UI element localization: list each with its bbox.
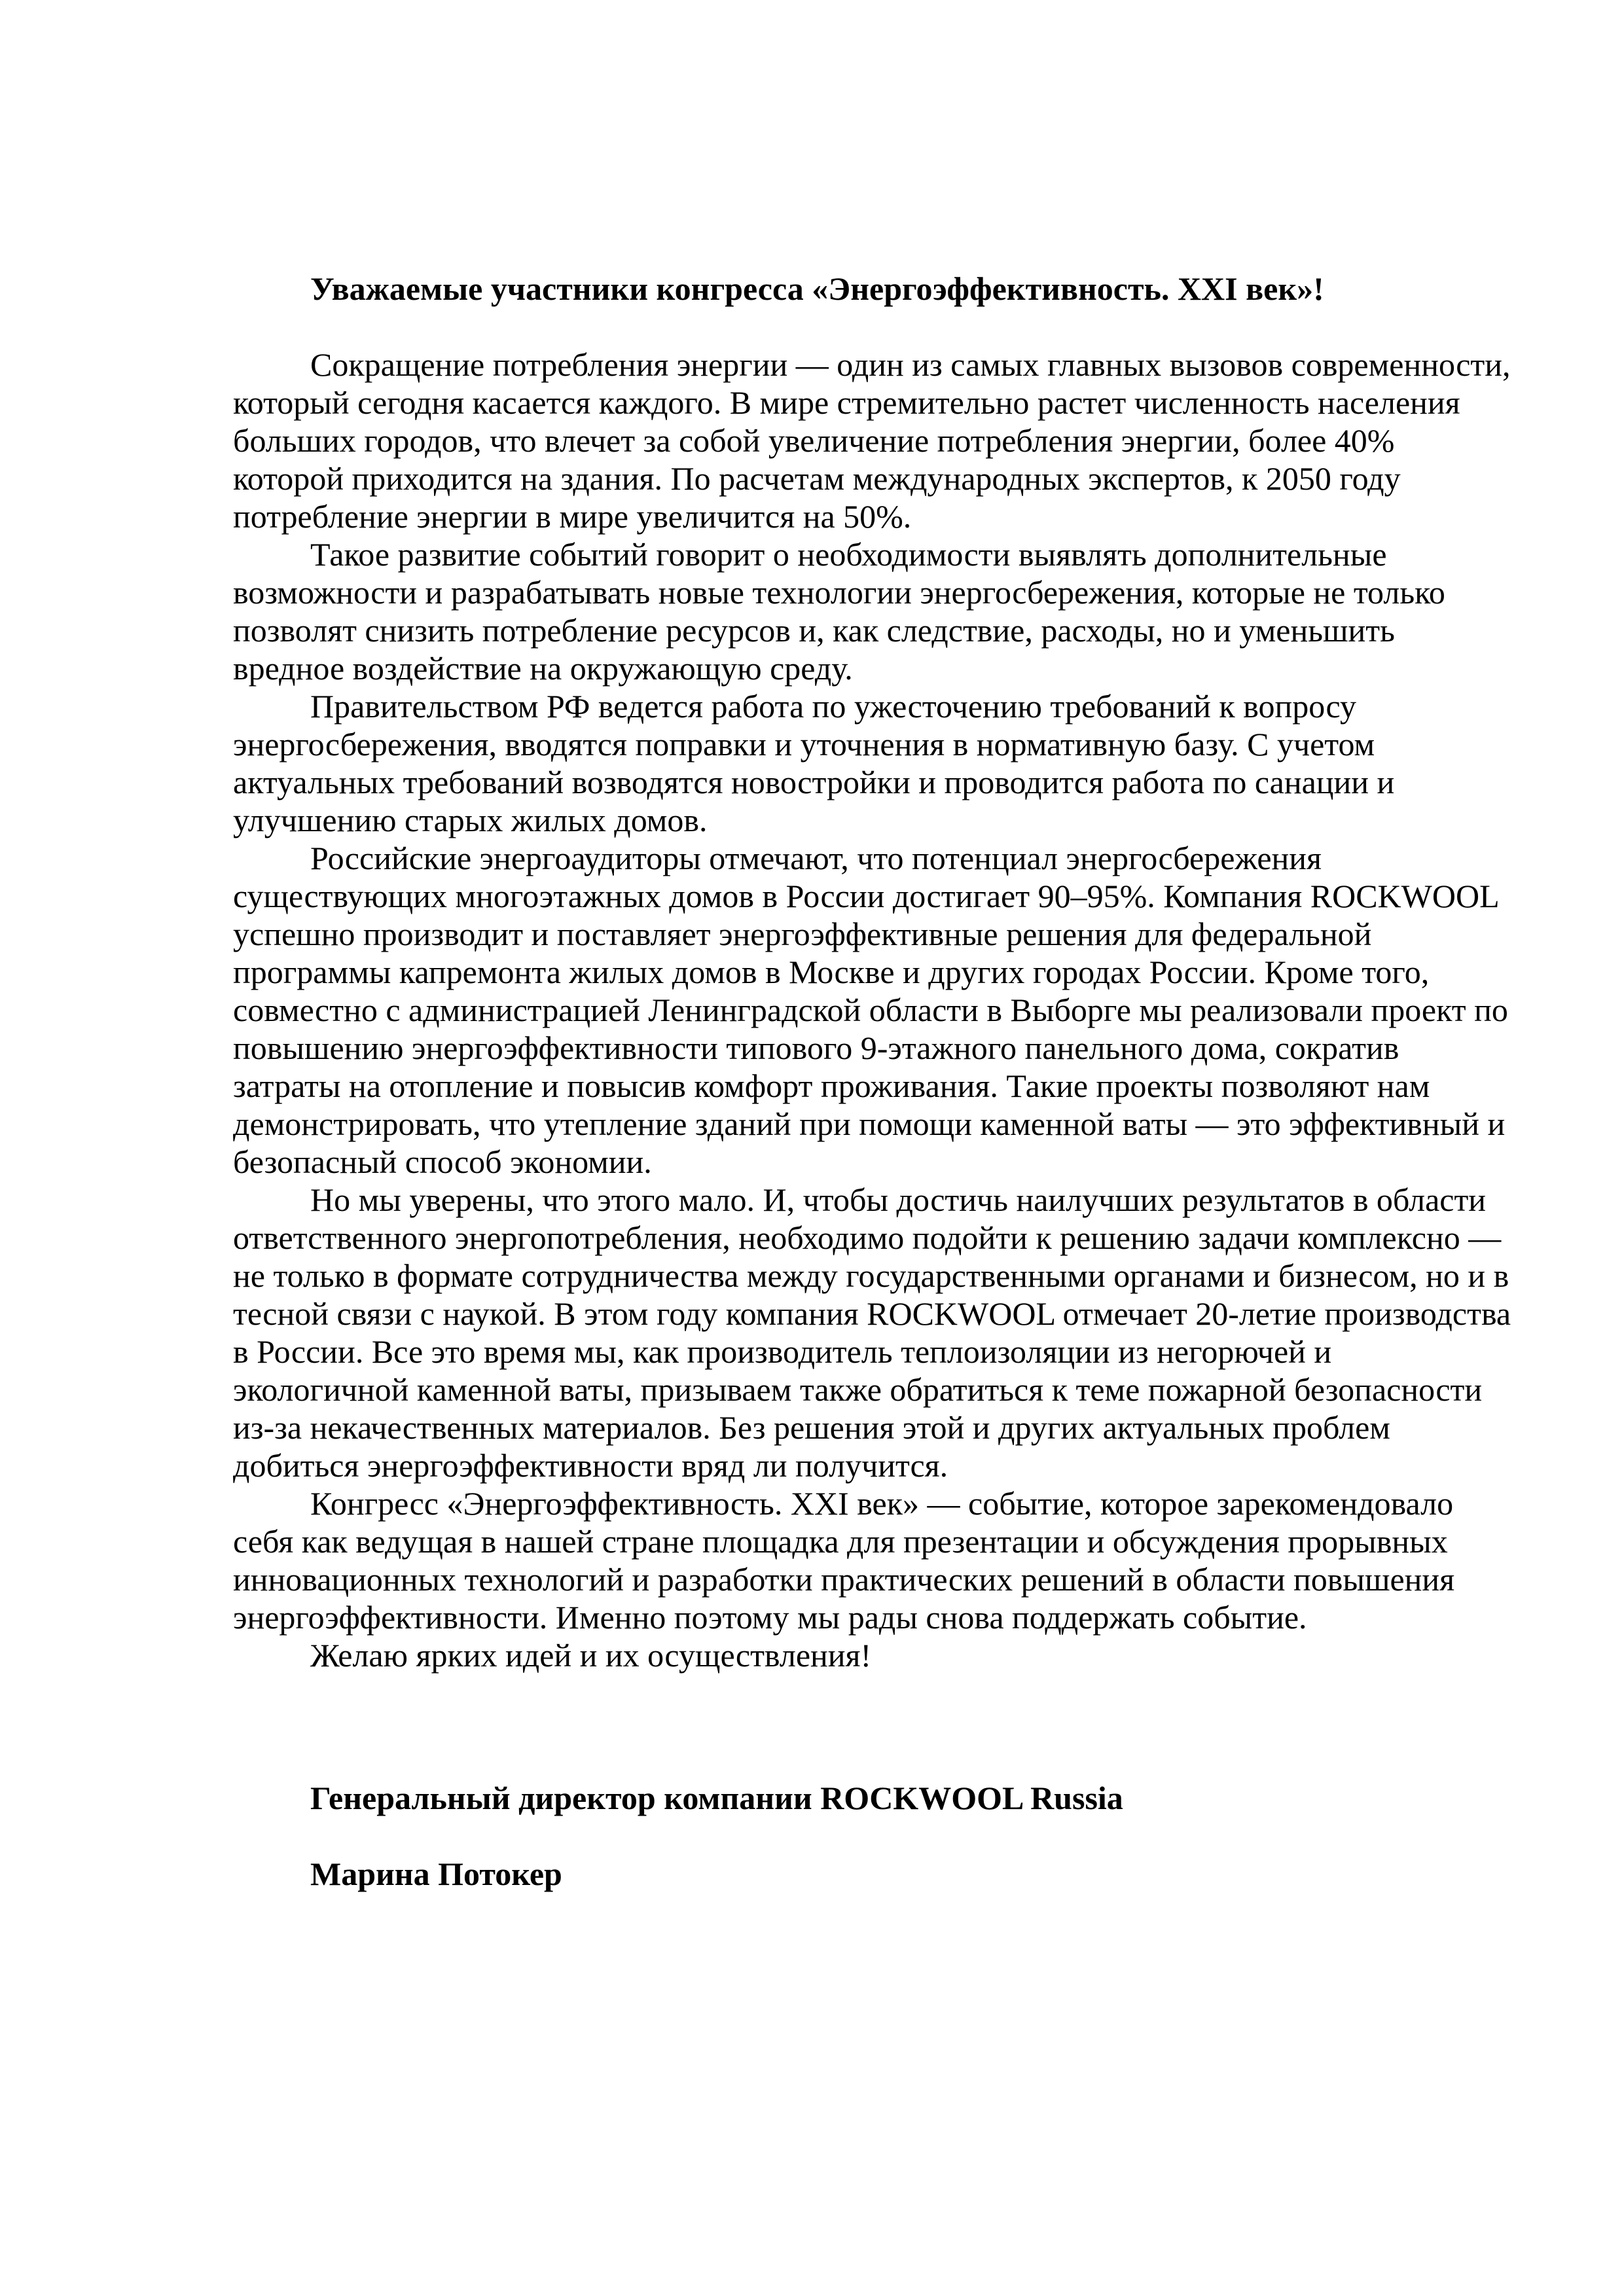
paragraph-6: Конгресс «Энергоэффективность. XXI век» — событие, которое зарекомендовало себя как ведущая в нашей стране площадка для презентации и обсуждения прорывных инновационных технологий и разработки практических решений в области повышения энергоэффективности. Именно поэтому мы рады снова поддержать событие. <box>233 1485 1455 1636</box>
signature-name: Марина Потокер <box>310 1856 562 1892</box>
paragraph-5: Но мы уверены, что этого мало. И, чтобы достичь наилучших результатов в области ответственного энергопотребления, необходимо подойти к решению задачи комплексно — не только в формате сотрудничества между государственными органами и бизнесом, но и в тесной связи с наукой. В этом году компания ROCKWOOL отмечает 20-летие производства в России. Все это время мы, как производитель теплоизоляции из негорючей и экологичной каменной ваты, призываем также обратиться к теме пожарной безопасности из-за некачественных материалов. Без решения этой и других актуальных проблем добиться энергоэффективности вряд ли получится. <box>233 1181 1511 1484</box>
paragraph-closing-wish: Желаю ярких идей и их осуществления! <box>310 1637 872 1674</box>
paragraph-4: Российские энергоаудиторы отмечают, что потенциал энергосбережения существующих многоэтажных домов в России достигает 90–95%. Компания ROCKWOOL успешно производит и поставляет энергоэффективные решения для федеральной программы капремонта жилых домов в Москве и других городах России. Кроме того, совместно с администрацией Ленинградской области в Выборге мы реализовали проект по повышению энергоэффективности типового 9-этажного панельного дома, сократив затраты на отопление и повысив комфорт проживания. Такие проекты позволяют нам демонстрировать, что утепление зданий при помощи каменной ваты — это эффективный и безопасный способ экономии. <box>233 840 1508 1180</box>
paragraph-2: Такое развитие событий говорит о необходимости выявлять дополнительные возможности и разрабатывать новые технологии энергосбережения, которые не только позволят снизить потребление ресурсов и, как следствие, расходы, но и уменьшить вредное воздействие на окружающую среду. <box>233 536 1445 687</box>
letter-title: Уважаемые участники конгресса «Энергоэффективность. XXI век»! <box>310 270 1324 307</box>
signature-block <box>233 1779 1513 1893</box>
signature-role: Генеральный директор компании ROCKWOOL Russia <box>310 1780 1123 1816</box>
paragraph-3: Правительством РФ ведется работа по ужесточению требований к вопросу энергосбережения, вводятся поправки и уточнения в нормативную базу. С учетом актуальных требований возводятся новостройки и проводится работа по санации и улучшению старых жилых домов. <box>233 688 1395 838</box>
paragraph-1: Сокращение потребления энергии — один из самых главных вызовов современности, который сегодня касается каждого. В мире стремительно растет численность населения больших городов, что влечет за собой увеличение потребления энергии, более 40% которой приходится на здания. По расчетам международных экспертов, к 2050 году потребление энергии в мире увеличится на 50%. <box>233 346 1511 535</box>
